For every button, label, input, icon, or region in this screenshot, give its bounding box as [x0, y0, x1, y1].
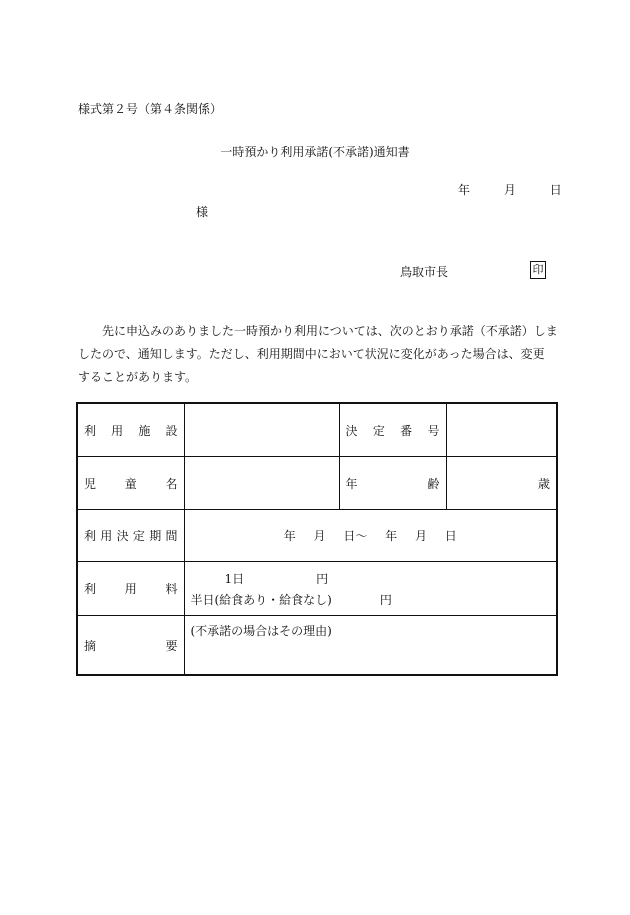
memo-value[interactable]: (不承諾の場合はその理由): [184, 616, 557, 676]
decision-number-label: 決定番号: [339, 403, 446, 457]
body-line-1: 先に申込みのありました一時預かり利用については、次のとおり承諾（不承諾）しま: [102, 324, 558, 338]
fee-full-day: 1日 円: [224, 571, 329, 586]
date-year: 年: [458, 183, 471, 197]
fee-label: 利用料: [77, 562, 184, 616]
issuer-name: 鳥取市長: [400, 265, 449, 279]
fee-half-day: 半日(給食あり・給食なし) 円: [190, 592, 392, 607]
document-title: 一時預かり利用承諾(不承諾)通知書: [220, 145, 410, 159]
body-line-2: したので、通知します。ただし、利用期間中において状況に変化があった場合は、変更: [78, 347, 545, 361]
table-row: [77, 562, 557, 616]
date-month: 月: [503, 183, 516, 197]
fee-value[interactable]: [184, 562, 557, 616]
date-line: [458, 181, 562, 198]
age-label: 年齢: [339, 457, 446, 510]
child-name-value[interactable]: [184, 457, 339, 510]
memo-label: 摘要: [77, 616, 184, 676]
facility-label: 利用施設: [77, 403, 184, 457]
table-row: [77, 457, 557, 510]
table-row: [77, 616, 557, 676]
facility-value[interactable]: [184, 403, 339, 457]
child-name-label: 児童名: [77, 457, 184, 510]
table-row: [77, 403, 557, 457]
age-unit: 歳: [537, 476, 550, 491]
form-number: 様式第２号（第４条関係）: [78, 102, 223, 116]
period-label: 利用決定期間: [77, 510, 184, 562]
seal-stamp: 印: [530, 261, 546, 279]
notice-form-table: [76, 402, 558, 676]
period-value[interactable]: 年 月 日～ 年 月 日: [184, 510, 557, 562]
body-line-3: することがあります。: [78, 370, 198, 384]
recipient-honorific: 様: [196, 205, 209, 219]
table-row: [77, 510, 557, 562]
date-day: 日: [549, 183, 562, 197]
decision-number-value[interactable]: [446, 403, 557, 457]
notice-body: [78, 320, 558, 389]
age-value[interactable]: [446, 457, 557, 510]
